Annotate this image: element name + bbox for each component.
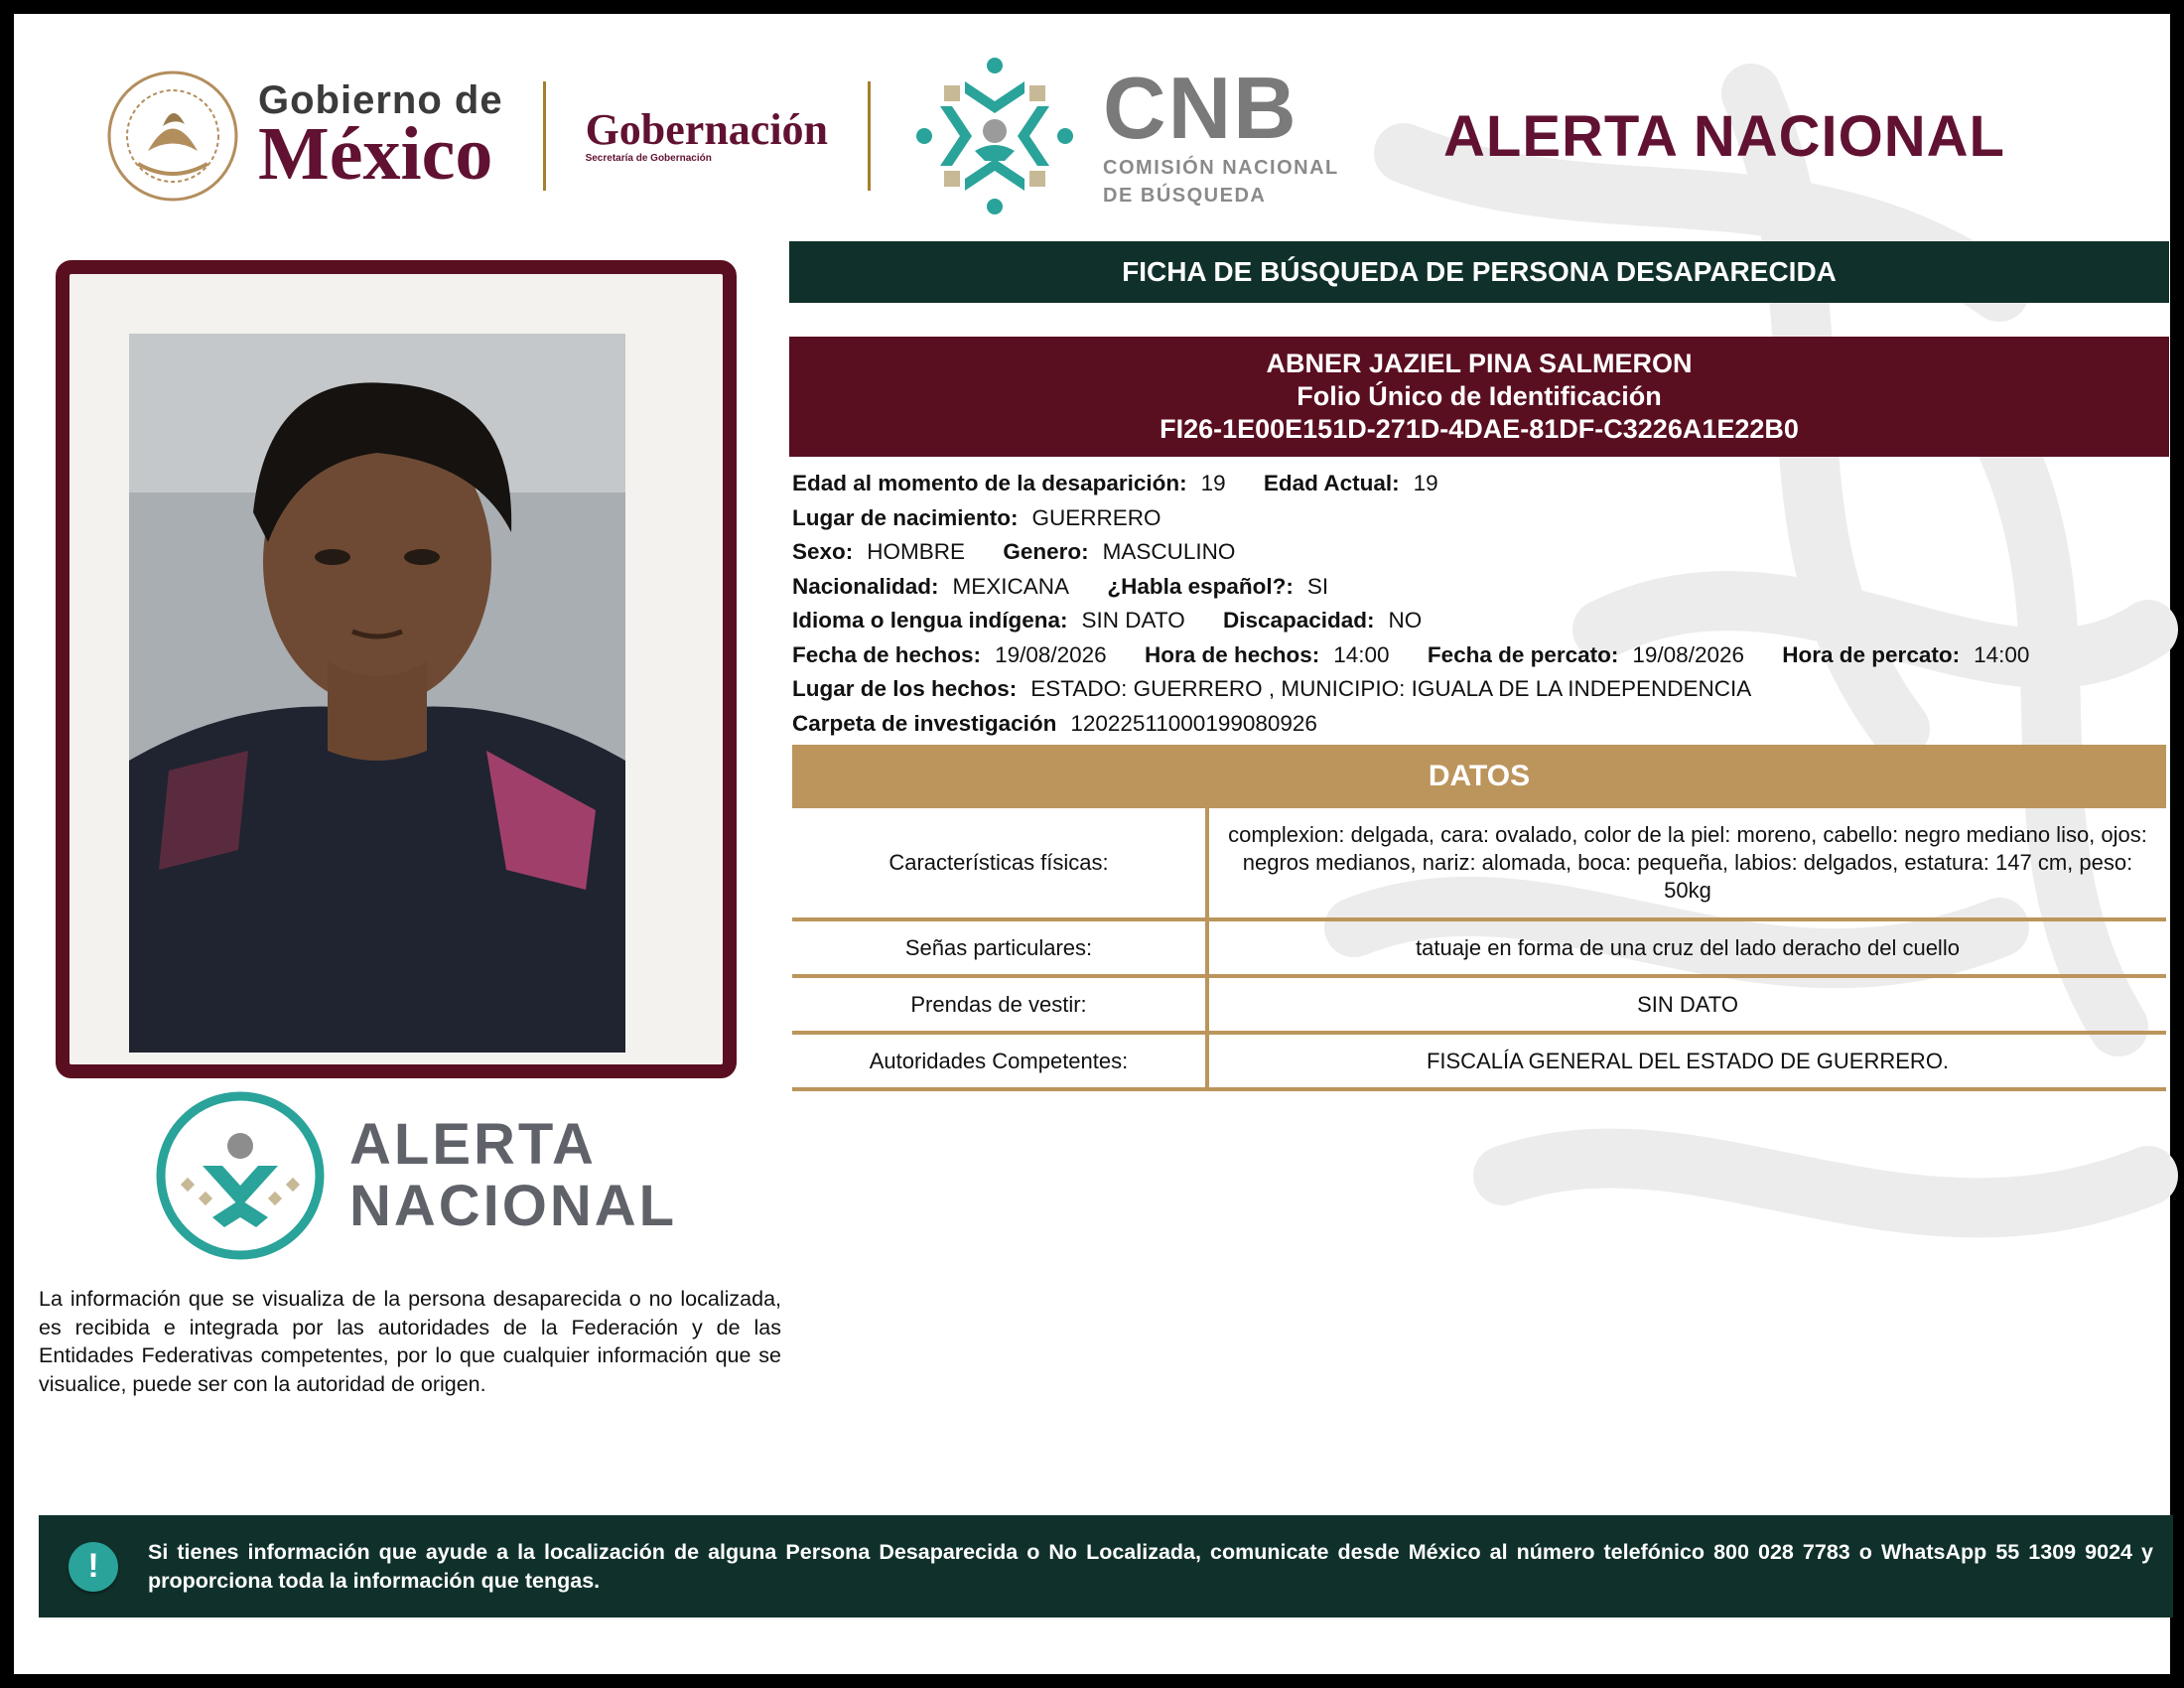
field-row [792, 638, 2172, 673]
field-label: Edad Actual: [1263, 471, 1400, 495]
mexico-seal-icon [103, 67, 242, 206]
gobierno-de-mexico-logo [258, 78, 503, 196]
datos-label: Características físicas: [792, 808, 1207, 919]
alerta-logo-line2: NACIONAL [349, 1174, 678, 1238]
cnb-subtitle-1: COMISIÓN NACIONAL [1103, 157, 1339, 179]
ficha-title-bar: FICHA DE BÚSQUEDA DE PERSONA DESAPARECIDA [789, 241, 2169, 303]
field-row [792, 672, 2172, 707]
photo-frame [56, 260, 737, 1078]
header-divider [868, 81, 871, 191]
field-label: Discapacidad: [1222, 608, 1375, 633]
folio-id: FI26-1E00E151D-271D-4DAE-81DF-C3226A1E22B0 [1160, 414, 1799, 444]
footer-contact-bar [39, 1515, 2173, 1618]
gobernacion-subtitle: Secretaría de Gobernación [585, 153, 712, 164]
field-value: 19/08/2026 [1632, 641, 1745, 667]
folio-label: Folio Único de Identificación [1297, 381, 1662, 411]
field-value: NO [1388, 608, 1423, 633]
field-label: Sexo: [792, 539, 854, 564]
field-label: Fecha de hechos: [792, 641, 982, 667]
alerta-nacional-title: ALERTA NACIONAL [1443, 104, 2005, 169]
datos-title-bar: DATOS [792, 745, 2166, 808]
field-label: ¿Habla español?: [1107, 573, 1294, 599]
field-row [792, 501, 2172, 536]
gobernacion-title: Gobernación [585, 105, 829, 154]
field-label: Edad al momento de la desaparición: [792, 471, 1187, 495]
table-row [792, 808, 2166, 919]
cnb-subtitle-2: DE BÚSQUEDA [1103, 185, 1267, 207]
field-label: Hora de hechos: [1144, 641, 1320, 667]
field-label: Lugar de los hechos: [792, 676, 1018, 701]
field-value: GUERRERO [1031, 504, 1161, 530]
datos-value: complexion: delgada, cara: ovalado, color de la piel: moreno, cabello: negro mediano liso, ojos: negros medianos, nariz: alomada, boca: pequeña, labios: delgados, estatura: 147 cm, peso: 50kg [1207, 808, 2166, 919]
gobierno-line1: Gobierno de [258, 78, 503, 122]
field-value: 19 [1200, 471, 1226, 495]
cnb-emblem-icon [910, 52, 1079, 220]
datos-value: tatuaje en forma de una cruz del lado deracho del cuello [1207, 919, 2166, 976]
field-row [792, 570, 2172, 605]
field-row [792, 467, 2172, 501]
person-name-block [789, 337, 2169, 457]
person-fields [792, 467, 2172, 741]
datos-value: FISCALÍA GENERAL DEL ESTADO DE GUERRERO. [1207, 1033, 2166, 1089]
field-value: ESTADO: GUERRERO , MUNICIPIO: IGUALA DE LA INDEPENDENCIA [1030, 676, 1752, 701]
footer-contact-text: Si tienes información que ayude a la localización de alguna Persona Desaparecida o No Localizada, comunicate desde México al número telefónico 800 028 7783 o WhatsApp 55 1309 9024 y proporciona toda la información que tengas. [148, 1539, 2153, 1593]
alerta-logo-line1: ALERTA [349, 1112, 597, 1177]
datos-label: Autoridades Competentes: [792, 1033, 1207, 1089]
field-label: Fecha de percato: [1427, 641, 1619, 667]
field-value: 19 [1413, 471, 1438, 495]
field-row [792, 707, 2172, 742]
table-row [792, 976, 2166, 1033]
datos-label: Señas particulares: [792, 919, 1207, 976]
field-row [792, 604, 2172, 638]
field-label: Nacionalidad: [792, 573, 939, 599]
header-logos [103, 52, 1339, 220]
alerta-nacional-logo [153, 1088, 677, 1263]
datos-value: SIN DATO [1207, 976, 2166, 1033]
cnb-logo [910, 52, 1339, 220]
alerta-emblem-icon [153, 1088, 328, 1263]
person-name: ABNER JAZIEL PINA SALMERON [1266, 349, 1693, 378]
disclaimer-text: La información que se visualiza de la persona desaparecida o no localizada, es recibida e integrada por las autoridades de la Federación y de las Entidades Federativas competentes, por lo que cualquier información que se visualice, puede ser con la autoridad de origen. [39, 1287, 781, 1396]
field-value: 14:00 [1974, 641, 2030, 667]
cnb-title: CNB [1103, 59, 1298, 157]
field-label: Idioma o lengua indígena: [792, 608, 1068, 633]
field-label: Carpeta de investigación [792, 710, 1057, 736]
datos-label: Prendas de vestir: [792, 976, 1207, 1033]
field-label: Genero: [1003, 539, 1089, 564]
missing-person-photo [129, 334, 625, 1053]
table-row [792, 1033, 2166, 1089]
field-label: Hora de percato: [1782, 641, 1961, 667]
field-value: SI [1306, 573, 1329, 599]
field-value: 19/08/2026 [995, 641, 1107, 667]
gobernacion-logo [585, 105, 829, 164]
field-label: Lugar de nacimiento: [792, 504, 1019, 530]
field-value: MEXICANA [952, 573, 1070, 599]
field-value: SIN DATO [1081, 608, 1185, 633]
datos-table [792, 808, 2166, 1091]
field-row [792, 535, 2172, 570]
field-value: 14:00 [1333, 641, 1390, 667]
header-divider [543, 81, 546, 191]
field-value: MASCULINO [1102, 539, 1236, 564]
field-value: HOMBRE [867, 539, 966, 564]
table-row [792, 919, 2166, 976]
exclamation-icon: ! [68, 1542, 118, 1592]
field-value: 12022511000199080926 [1070, 710, 1317, 736]
gobierno-line2: México [258, 112, 493, 196]
